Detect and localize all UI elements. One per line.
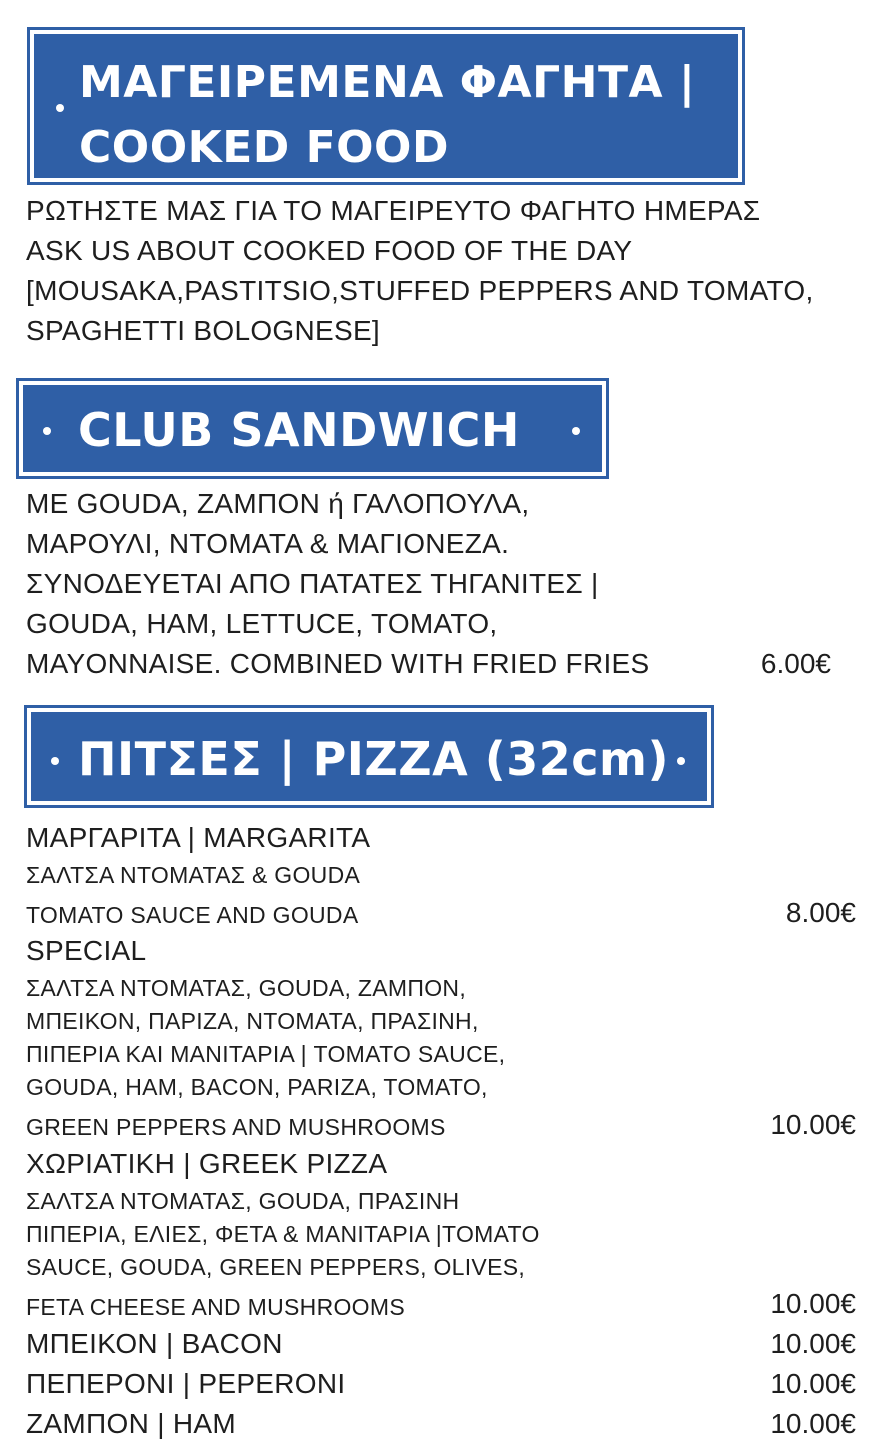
cooked-food-title-greek: ΜΑΓΕΙΡΕΜΕΝΑ ΦΑΓΗΤΑ | [79, 57, 696, 108]
pizza-banner-fill [31, 712, 707, 801]
pizza-item-desc: ΣΑΛΤΣΑ ΝΤΟΜΑΤΑΣ, GOUDA, ΖΑΜΠΟΝ, [26, 975, 467, 1001]
pizza-item-name: ΧΩΡΙΑΤΙΚΗ | GREEK PIZZA [26, 1148, 388, 1179]
pizza-item-price: 8.00€ [785, 897, 856, 928]
pizza-item-name: SPECIAL [26, 935, 147, 966]
pizza-item-name: ΖΑΜΠΟΝ | HAM [26, 1408, 236, 1439]
club-desc-line-3: ΣΥΝΟΔΕΥΕΤΑΙ ΑΠΟ ΠΑΤΑΤΕΣ ΤΗΓΑΝΙΤΕΣ | [26, 568, 599, 599]
pizza-item-desc: ΠΙΠΕΡΙΑ ΚΑΙ ΜΑΝΙΤΑΡΙΑ | TOMATO SAUCE, [26, 1041, 506, 1067]
bullet-dot-icon [572, 427, 580, 435]
pizza-item-price: 10.00€ [770, 1328, 856, 1359]
club-desc-line-1: ΜΕ GOUDA, ΖΑΜΠΟΝ ή ΓΑΛΟΠΟΥΛΑ, [26, 488, 530, 519]
cooked-food-title-english: COOKED FOOD [79, 122, 449, 173]
club-sandwich-price: 6.00€ [760, 648, 831, 679]
bullet-dot-icon [51, 757, 59, 765]
pizza-item-price: 10.00€ [770, 1368, 856, 1399]
pizza-title: ΠΙΤΣΕΣ | PIZZA (32cm) [78, 732, 670, 786]
cooked-food-banner-fill [34, 34, 738, 178]
bullet-dot-icon [43, 427, 51, 435]
cooked-food-line-3: [MOUSAKA,PASTITSIO,STUFFED PEPPERS AND TOMATO, [26, 275, 814, 306]
pizza-item-desc: FETA CHEESE AND MUSHROOMS [26, 1294, 405, 1320]
bullet-dot-icon [56, 104, 64, 112]
pizza-item-desc: ΜΠΕΙΚΟΝ, ΠΑΡΙΖΑ, ΝΤΟΜΑΤΑ, ΠΡΑΣΙΝΗ, [26, 1008, 479, 1034]
pizza-item-name: ΠΕΠΕΡΟΝΙ | PEPERONI [26, 1368, 346, 1399]
club-desc-line-2: ΜΑΡΟΥΛΙ, ΝΤΟΜΑΤΑ & ΜΑΓΙΟΝΕΖΑ. [26, 528, 510, 559]
pizza-item-price: 10.00€ [770, 1408, 856, 1439]
bullet-dot-icon [677, 757, 685, 765]
club-sandwich-banner-fill [23, 385, 602, 472]
cooked-food-line-4: SPAGHETTI BOLOGNESE] [26, 315, 381, 346]
club-sandwich-title: CLUB SANDWICH [78, 403, 520, 457]
pizza-item-desc: GREEN PEPPERS AND MUSHROOMS [26, 1114, 446, 1140]
pizza-item-desc: ΣΑΛΤΣΑ ΝΤΟΜΑΤΑΣ, GOUDA, ΠΡΑΣΙΝΗ [26, 1188, 460, 1214]
pizza-item-desc: SAUCE, GOUDA, GREEN PEPPERS, OLIVES, [26, 1254, 526, 1280]
cooked-food-line-2: ASK US ABOUT COOKED FOOD OF THE DAY [26, 235, 633, 266]
pizza-item-price: 10.00€ [770, 1109, 856, 1140]
pizza-item-desc: TOMATO SAUCE AND GOUDA [26, 902, 359, 928]
pizza-banner [24, 705, 714, 808]
pizza-item-desc: GOUDA, HAM, BACON, PARIZA, TOMATO, [26, 1074, 488, 1100]
pizza-item-name: ΜΠΕΙΚΟΝ | BACON [26, 1328, 283, 1359]
club-desc-line-5: MAYONNAISE. COMBINED WITH FRIED FRIES [26, 648, 650, 679]
cooked-food-line-1: ΡΩΤΗΣΤΕ ΜΑΣ ΓΙΑ ΤΟ ΜΑΓΕΙΡΕΥΤΟ ΦΑΓΗΤΟ ΗΜΕΡΑΣ [26, 195, 761, 226]
pizza-item-desc: ΣΑΛΤΣΑ ΝΤΟΜΑΤΑΣ & GOUDA [26, 862, 361, 888]
cooked-food-banner [27, 27, 745, 185]
pizza-item-name: ΜΑΡΓΑΡΙΤΑ | MARGARITA [26, 822, 371, 853]
club-desc-line-4: GOUDA, HAM, LETTUCE, TOMATO, [26, 608, 498, 639]
club-sandwich-banner [16, 378, 609, 479]
pizza-item-desc: ΠΙΠΕΡΙΑ, ΕΛΙΕΣ, ΦΕΤΑ & ΜΑΝΙΤΑΡΙΑ |TOMATO [26, 1221, 540, 1247]
pizza-item-price: 10.00€ [770, 1288, 856, 1319]
